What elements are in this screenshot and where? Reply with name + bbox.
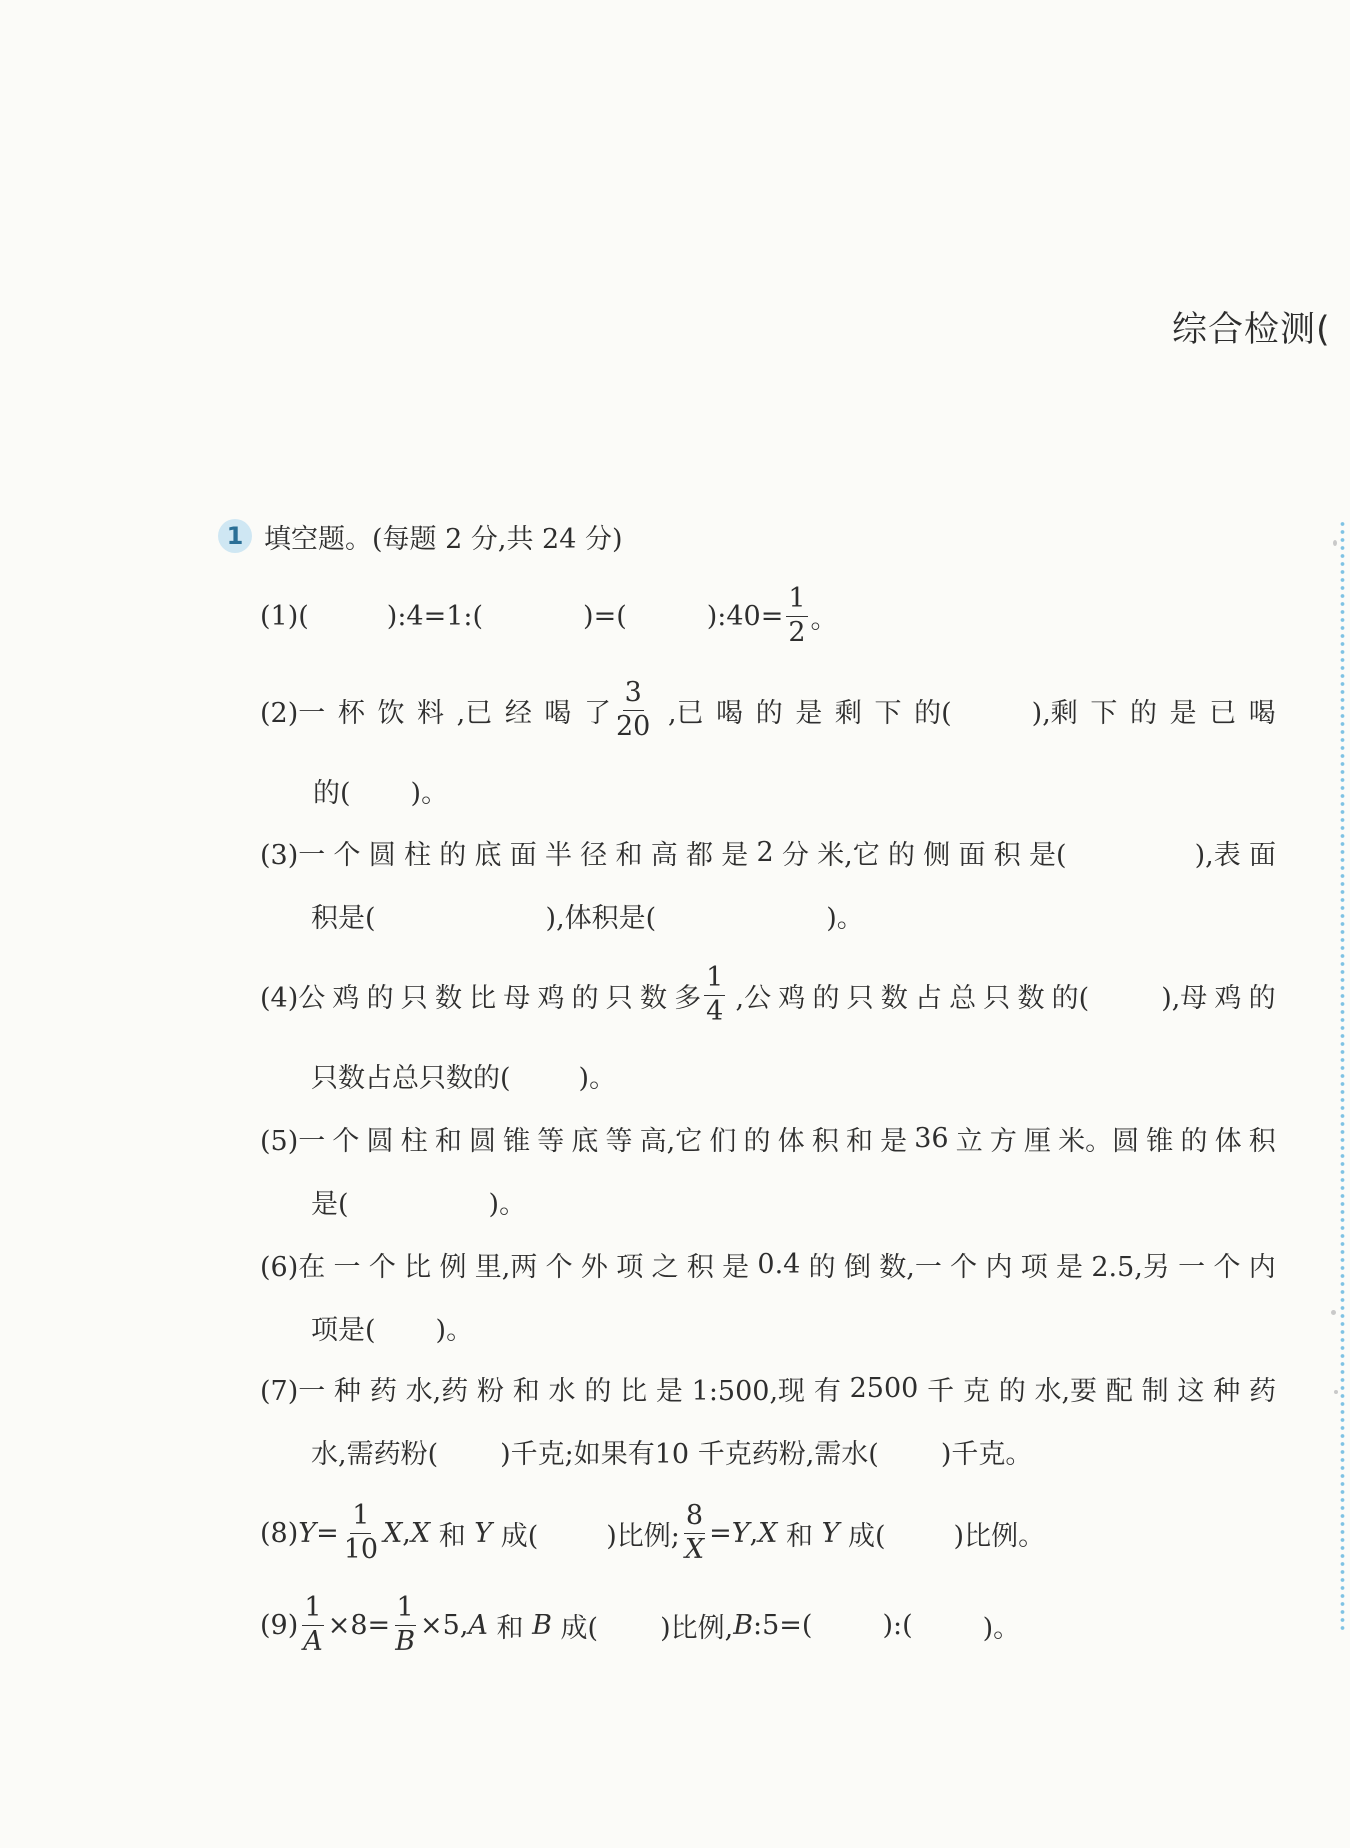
q2-text: ),剩 [1031, 697, 1078, 729]
q9-text: 和 [487, 1612, 533, 1644]
q5-text: 体 [1214, 1125, 1242, 1157]
q6-text: 个 [368, 1251, 396, 1283]
q6-text: )。 [435, 1314, 474, 1346]
fraction [614, 679, 652, 741]
q3-text: 米,它 [817, 839, 880, 871]
q7-text: 制 [1141, 1375, 1169, 1407]
q5-text: 积 [811, 1125, 839, 1157]
q3-text: 的 [888, 839, 916, 871]
q5-text: 的 [743, 1125, 771, 1157]
q3-text: 都 [686, 839, 713, 871]
q4-text: 数 [434, 982, 462, 1014]
q7-text: (7)一 [260, 1375, 326, 1407]
q3-text: 的 [439, 839, 467, 871]
q5-text: 和 [845, 1125, 873, 1157]
q7-text: 配 [1105, 1375, 1133, 1407]
fraction-denominator: 4 [706, 995, 724, 1027]
fraction [393, 1594, 417, 1656]
q6-text: 项是( [311, 1314, 376, 1346]
q4-text: 只数占总只数的( [311, 1062, 511, 1094]
q2-text: 下 [1090, 697, 1118, 729]
q2-text: 饮 [377, 697, 405, 729]
q7-text: )千克。 [940, 1438, 1033, 1470]
q9-text: )比例, [660, 1612, 734, 1644]
page-title: 综合检测( [1172, 310, 1331, 350]
q2-text: 喝 [716, 697, 744, 729]
q2-text: )。 [410, 777, 449, 809]
q3-text: 柱 [404, 839, 431, 871]
question-4-line-2 [311, 1045, 616, 1105]
q2-text: 了 [584, 697, 611, 729]
q1-text: )=( [583, 600, 627, 632]
q3-text: 半 [545, 839, 572, 871]
q2-text: (2)一 [260, 697, 326, 729]
q6-text: 是 [722, 1251, 750, 1283]
q2-group [584, 679, 655, 741]
q2-text: 喝 [1248, 697, 1276, 729]
q3-text: 高 [650, 839, 678, 871]
q8-var: X [410, 1517, 431, 1549]
q4-text: 数 [639, 982, 667, 1014]
q7-text: 药 [1248, 1375, 1276, 1407]
q6-text: 是 [1056, 1251, 1084, 1283]
q6-text: 个 [1213, 1251, 1241, 1283]
q9-text: )。 [982, 1612, 1021, 1644]
q6-text: 积 [686, 1251, 714, 1283]
q4-text: 比 [469, 982, 497, 1014]
q7-text: 克 [962, 1375, 990, 1407]
q7-text: 这 [1177, 1375, 1205, 1407]
q4-text: 总 [949, 982, 977, 1014]
q3-text: )。 [826, 902, 864, 934]
question-5-line-1 [260, 1108, 1276, 1168]
q3-text: 分 [781, 839, 809, 871]
q6-text: 内 [1248, 1251, 1276, 1283]
q6-text: 0.4 [757, 1248, 801, 1280]
q5-text: 等 [605, 1125, 633, 1157]
section-header [218, 516, 623, 556]
q5-text: 等 [537, 1125, 565, 1157]
q2-text: 的 [755, 697, 783, 729]
q5-text: 是( [311, 1188, 349, 1220]
q9-var: B [532, 1609, 552, 1641]
q4-text: ,公 [735, 982, 772, 1014]
fraction-numerator: 1 [786, 585, 807, 616]
question-2-line-2 [313, 760, 448, 820]
fraction [301, 1594, 325, 1656]
q2-text: 的 [1129, 697, 1157, 729]
q6-text: 内 [985, 1251, 1013, 1283]
q3-text: 面 [1248, 839, 1276, 871]
q4-text: (4)公 [260, 982, 326, 1014]
q2-text: 的( [914, 697, 952, 729]
q4-text: 的 [366, 982, 394, 1014]
fraction [704, 964, 725, 1026]
q9-text: ):( [882, 1609, 913, 1641]
q6-text: (6)在 [260, 1251, 326, 1283]
q5-text: 方 [989, 1125, 1017, 1157]
scan-speck [1334, 1390, 1338, 1394]
q1-text: ):4=1:( [386, 600, 484, 632]
q4-group [1052, 976, 1208, 1015]
q5-text: 个 [332, 1125, 360, 1157]
q9-text: ×8= [327, 1609, 391, 1641]
q2-text: ,已 [456, 697, 493, 729]
q2-text: 料 [417, 697, 445, 729]
question-5-line-2 [311, 1171, 526, 1231]
q6-text: 一 [333, 1251, 361, 1283]
q7-text: 是 [655, 1375, 683, 1407]
q5-text: (5)一 [260, 1125, 326, 1157]
q3-text: 积是( [311, 902, 376, 934]
q5-text: 立 [955, 1125, 983, 1157]
q5-text: 和 [434, 1125, 462, 1157]
q6-text: 外 [580, 1251, 608, 1283]
q4-text: 只 [983, 982, 1011, 1014]
q5-text: 体 [777, 1125, 805, 1157]
q7-text: 1:500,现 [691, 1375, 806, 1407]
q4-text: 的 [571, 982, 599, 1014]
q8-text: )比例; [606, 1520, 680, 1552]
q2-text: ,已 [667, 697, 704, 729]
q5-text: 高,它 [639, 1125, 703, 1157]
q2-text: 已 [1209, 697, 1237, 729]
fraction [342, 1502, 380, 1564]
fraction [786, 585, 807, 647]
q4-text: 只 [400, 982, 428, 1014]
q4-text: 母 [503, 982, 531, 1014]
fraction-denominator: X [684, 1533, 705, 1565]
question-6-line-1 [260, 1234, 1276, 1294]
q2-text: 经 [504, 697, 532, 729]
q9-text: :5=( [753, 1609, 813, 1641]
q5-text: 底 [571, 1125, 599, 1157]
question-4-line-1 [260, 962, 1276, 1027]
q2-text: 喝 [544, 697, 572, 729]
q4-text: 占 [914, 982, 942, 1014]
q2-group [914, 691, 1078, 730]
question-2-line-1 [260, 677, 1276, 742]
q8-text: , [749, 1517, 759, 1549]
q5-text: )。 [488, 1188, 527, 1220]
q5-text: 锥 [1146, 1125, 1174, 1157]
q3-text: 圆 [368, 839, 396, 871]
q2-text: 剩 [834, 697, 862, 729]
fraction-numerator: 1 [350, 1502, 371, 1533]
question-9 [260, 1589, 1020, 1661]
q6-text: 个 [950, 1251, 978, 1283]
q5-text: 厘 [1024, 1125, 1052, 1157]
q3-text: ),表 [1194, 839, 1241, 871]
q4-text: 数 [1017, 982, 1045, 1014]
q6-text: 项 [1020, 1251, 1048, 1283]
fraction [683, 1502, 706, 1564]
question-3-line-2 [311, 885, 864, 945]
q9-text: (9) [260, 1609, 299, 1641]
q6-text: 例 [439, 1251, 467, 1283]
q6-text: 个 [545, 1251, 573, 1283]
dotted-border [1339, 520, 1346, 1630]
q8-text: 和 [777, 1520, 822, 1552]
q7-text: 和 [512, 1375, 540, 1407]
q7-text: 水,需药粉( [311, 1438, 439, 1470]
q6-text: 里,两 [474, 1251, 538, 1283]
q5-text: 的 [1180, 1125, 1208, 1157]
question-1 [260, 583, 838, 648]
fraction-denominator: B [395, 1625, 416, 1657]
q5-text: 是 [880, 1125, 908, 1157]
q4-text: 的 [812, 982, 840, 1014]
q9-text: ×5, [420, 1609, 469, 1641]
q3-text: 径 [580, 839, 608, 871]
q7-text: 种 [1213, 1375, 1241, 1407]
q3-text: 面 [509, 839, 537, 871]
q5-text: 36 [914, 1122, 949, 1154]
q4-text: 只 [846, 982, 874, 1014]
q6-text: 数,一 [879, 1251, 942, 1283]
q8-var: Y [731, 1517, 750, 1549]
q6-text: 一 [1178, 1251, 1206, 1283]
q3-text: 侧 [923, 839, 951, 871]
q4-text: ),母 [1161, 982, 1208, 1014]
q5-text: 米。圆 [1058, 1125, 1140, 1157]
q8-var: Y [298, 1517, 317, 1549]
q6-text: 的 [808, 1251, 836, 1283]
q8-text: 和 [430, 1520, 475, 1552]
fraction-denominator: 2 [788, 616, 806, 648]
q2-text: 下 [874, 697, 902, 729]
question-7-line-2 [311, 1421, 1032, 1481]
fraction-denominator: 10 [343, 1533, 379, 1565]
q4-text: 鸡 [537, 982, 565, 1014]
fraction-numerator: 1 [704, 964, 725, 995]
q4-text: 鸡 [332, 982, 360, 1014]
question-8 [260, 1497, 1045, 1569]
q7-text: )千克;如果有10 千克药粉,需水( [500, 1438, 879, 1470]
q8-text: )比例。 [953, 1520, 1046, 1552]
q9-text: 成( [551, 1612, 599, 1644]
q9-var: A [468, 1609, 488, 1641]
q6-text: 之 [651, 1251, 679, 1283]
q8-var: X [758, 1517, 778, 1549]
q4-text: 鸡 [778, 982, 806, 1014]
q8-text: 成( [492, 1520, 539, 1552]
q3-text: ),体积是( [545, 902, 657, 934]
q4-text: 的 [1248, 982, 1276, 1014]
q5-text: 柱 [400, 1125, 428, 1157]
q7-text: 的 [998, 1375, 1026, 1407]
q4-text: 的( [1051, 982, 1090, 1014]
q2-text: 是 [795, 697, 823, 729]
q7-text: 千 [927, 1375, 955, 1407]
q7-text: 有 [813, 1375, 841, 1407]
q7-text: 比 [620, 1375, 648, 1407]
q2-text: 的( [313, 777, 351, 809]
q4-text: 只 [605, 982, 633, 1014]
q8-var: Y [474, 1517, 493, 1549]
q7-text: 2500 [849, 1372, 919, 1404]
q6-text: 项 [616, 1251, 644, 1283]
fraction-numerator: 8 [684, 1502, 705, 1533]
fraction-denominator: 20 [616, 710, 651, 742]
q4-text: )。 [578, 1062, 617, 1094]
q5-text: 圆 [468, 1125, 496, 1157]
q4-text: 鸡 [1214, 982, 1242, 1014]
q6-text: 2.5,另 [1091, 1251, 1170, 1283]
q1-text: 。 [810, 603, 838, 635]
q7-text: 的 [584, 1375, 612, 1407]
q3-group [1029, 833, 1241, 872]
scan-speck [1331, 1310, 1336, 1315]
fraction-numerator: 1 [302, 1594, 323, 1625]
q8-text: = [709, 1517, 732, 1549]
q4-text: 数 [880, 982, 908, 1014]
q7-text: 水,药 [405, 1375, 469, 1407]
q3-text: 个 [333, 839, 361, 871]
q7-text: 水,要 [1034, 1375, 1098, 1407]
q1-text: (1)( [260, 600, 309, 632]
fraction-numerator: 3 [623, 679, 644, 710]
q8-text: (8) [260, 1517, 299, 1549]
q4-group [674, 964, 728, 1026]
q3-text: 是 [721, 839, 749, 871]
q1-text: ):40= [706, 600, 784, 632]
q5-text: 们 [709, 1125, 737, 1157]
question-6-line-2 [311, 1297, 473, 1357]
q2-text: 杯 [337, 697, 365, 729]
q5-text: 锥 [503, 1125, 531, 1157]
q3-text: 是( [1029, 839, 1067, 871]
q8-var: Y [821, 1517, 840, 1549]
fraction-denominator: A [303, 1625, 323, 1657]
q7-text: 水 [548, 1375, 576, 1407]
q3-text: 面 [958, 839, 986, 871]
q7-text: 种 [334, 1375, 362, 1407]
q8-text: = [316, 1517, 339, 1549]
question-7-line-1 [260, 1358, 1276, 1418]
scan-speck [1333, 540, 1337, 546]
section-title: 填空题。(每题 2 分,共 24 分) [264, 523, 623, 555]
q3-text: 2 [756, 836, 774, 868]
q8-text: , [402, 1517, 411, 1549]
q4-text: 多 [674, 982, 702, 1014]
question-3-line-1 [260, 822, 1276, 882]
q2-text: 是 [1169, 697, 1197, 729]
q9-var: B [733, 1609, 754, 1641]
q6-text: 比 [404, 1251, 432, 1283]
q3-text: 底 [474, 839, 502, 871]
q5-text: 积 [1248, 1125, 1276, 1157]
q7-text: 粉 [476, 1375, 504, 1407]
q7-text: 药 [369, 1375, 397, 1407]
q3-text: 和 [615, 839, 643, 871]
q6-text: 倒 [843, 1251, 871, 1283]
q3-text: (3)一 [260, 839, 326, 871]
section-number-badge: 1 [218, 519, 252, 553]
q3-text: 积 [993, 839, 1021, 871]
q8-var: X [383, 1517, 403, 1549]
q5-text: 圆 [366, 1125, 394, 1157]
fraction-numerator: 1 [395, 1594, 416, 1625]
q8-text: 成( [839, 1520, 886, 1552]
